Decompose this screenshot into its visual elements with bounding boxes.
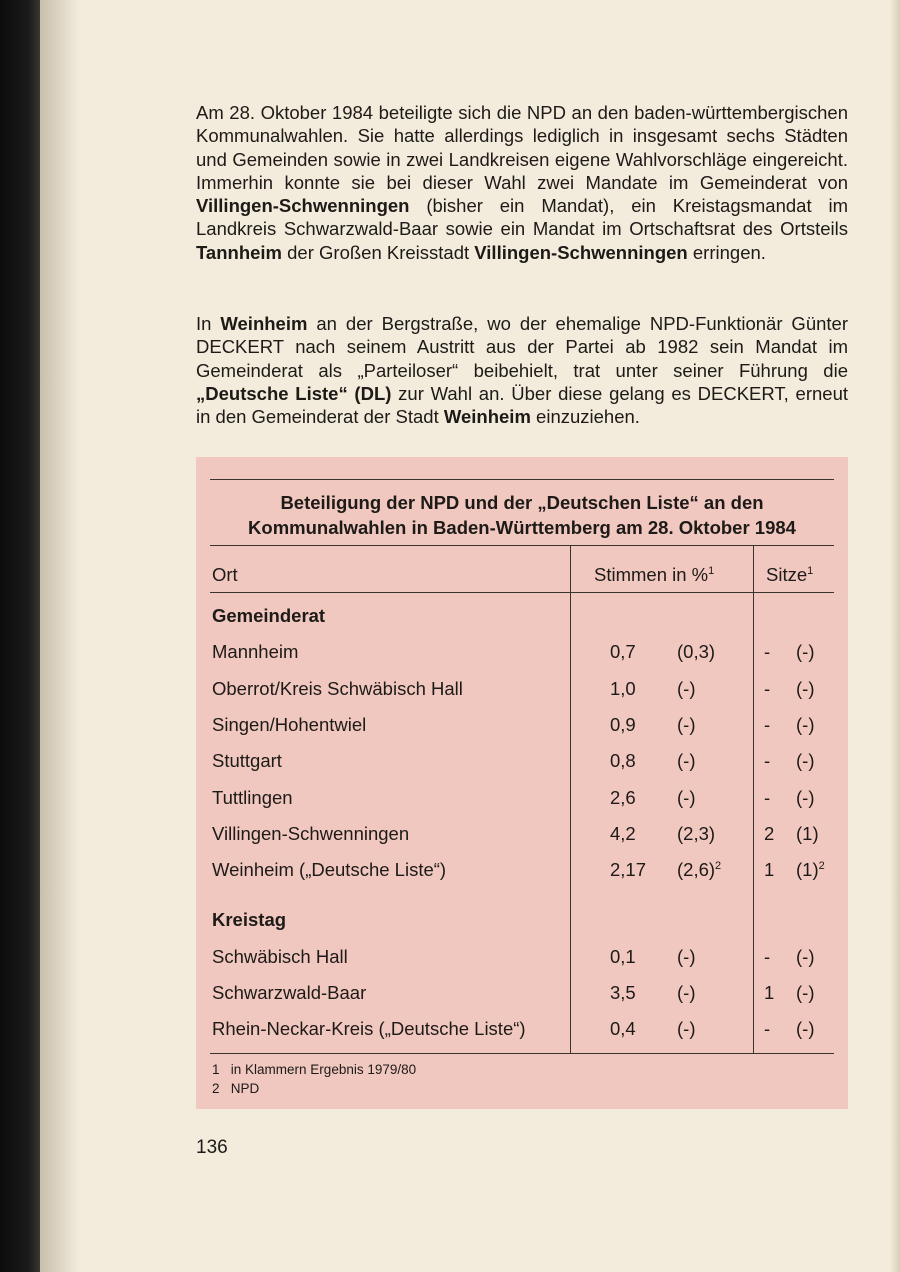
cell-sitze-prev xyxy=(796,750,814,772)
cell-stimmen-pct: 0,1 xyxy=(610,945,636,967)
p2-text-2: zur Wahl an. Über diese gelang es DECKERT, erneut in den Gemeinderat der Stadt xyxy=(196,382,848,428)
cell-sitze: - xyxy=(764,713,771,735)
cell-sitze-prev xyxy=(796,714,814,736)
table-title-line-1: Beteiligung der NPD und der „Deutschen Liste“ an den xyxy=(280,492,764,513)
cell-sitze: 2 xyxy=(764,822,775,844)
p1-text-3: der Großen Kreisstadt xyxy=(282,241,475,263)
cell-stimmen-pct: 0,7 xyxy=(610,641,636,663)
cell-sitze-prev xyxy=(796,982,814,1004)
cell-stimmen-prev xyxy=(677,859,721,881)
cell-stimmen-prev xyxy=(677,678,695,700)
cell-sitze: 1 xyxy=(764,859,775,881)
p1-bold-villingen-1: Villingen-Schwenningen xyxy=(196,195,410,217)
cell-ort: Oberrot/Kreis Schwäbisch Hall xyxy=(212,677,463,699)
cell-sitze: - xyxy=(764,945,771,967)
cell-stimmen-prev-value: (-) xyxy=(677,945,696,967)
cell-stimmen-prev-value: (2,6) xyxy=(677,859,716,881)
cell-ort: Weinheim („Deutsche Liste“) xyxy=(212,859,447,881)
cell-sitze-prev-value: (-) xyxy=(796,750,815,772)
cell-sitze: - xyxy=(764,641,771,663)
header-stimmen-footnote: 1 xyxy=(708,564,715,577)
footnote-2-text: NPD xyxy=(230,1081,260,1096)
table-header-top-rule xyxy=(210,545,834,546)
cell-stimmen-pct: 0,4 xyxy=(610,1018,636,1040)
section-heading: Gemeinderat xyxy=(212,605,326,626)
cell-sitze: - xyxy=(764,677,771,699)
cell-sitze-prev-footnote: 2 xyxy=(818,859,825,872)
cell-ort: Tuttlingen xyxy=(212,786,293,808)
cell-stimmen-prev-value: (-) xyxy=(677,982,696,1003)
table-bottom-rule xyxy=(210,1053,834,1054)
cell-stimmen-pct: 1,0 xyxy=(610,677,636,699)
paragraph-2 xyxy=(196,312,848,428)
page-number: 136 xyxy=(196,1137,228,1158)
cell-stimmen-prev xyxy=(677,1018,695,1040)
page-edge xyxy=(890,0,900,1272)
table-row xyxy=(196,823,848,859)
cell-stimmen-prev-footnote: 2 xyxy=(715,859,722,872)
cell-stimmen-prev xyxy=(677,641,715,663)
cell-stimmen-pct: 2,6 xyxy=(610,786,636,808)
cell-stimmen-pct: 3,5 xyxy=(610,982,636,1003)
section-heading-row xyxy=(196,909,848,945)
cell-sitze-prev-value: (-) xyxy=(796,713,815,735)
p1-text-1: Am 28. Oktober 1984 beteiligte sich die NPD an den baden-württembergischen Kommunalwahlen. Sie hatte allerdings lediglich in insgesamt sechs Städten und Gemeinden sowie in zwei Landkreisen eigene Wahlvorschläge eingereicht. Immerhin konnte sie bei dieser Wahl zwei Mandate im Gemeinderat von xyxy=(196,102,848,193)
cell-stimmen-prev xyxy=(677,823,715,845)
section-heading-row xyxy=(196,605,848,641)
cell-sitze-prev xyxy=(796,641,814,663)
p1-bold-villingen-2: Villingen-Schwenningen xyxy=(474,241,688,263)
cell-stimmen-prev-value: (-) xyxy=(677,713,696,735)
table-row xyxy=(196,641,848,677)
cell-stimmen-prev xyxy=(677,750,695,772)
table-row xyxy=(196,946,848,982)
table-row xyxy=(196,750,848,786)
p2-text-1: an der Bergstraße, wo der ehemalige NPD-Funktionär Günter DECKERT nach seinem Austritt aus der Partei ab 1982 sein Mandat im Gemeinderat als „Parteiloser“ beibehielt, trat unter seiner Führung die xyxy=(196,313,848,381)
results-table xyxy=(196,457,848,1109)
table-row xyxy=(196,982,848,1018)
cell-stimmen-prev-value: (2,3) xyxy=(677,822,716,844)
cell-stimmen-pct: 0,9 xyxy=(610,713,636,735)
header-stimmen-label: Stimmen in % xyxy=(594,564,709,585)
table-title-line-2: Kommunalwahlen in Baden-Württemberg am 28. Oktober 1984 xyxy=(248,517,796,538)
cell-sitze: - xyxy=(764,786,771,808)
cell-sitze-prev xyxy=(796,946,814,968)
cell-ort: Singen/Hohentwiel xyxy=(212,713,367,735)
cell-stimmen-prev xyxy=(677,714,695,736)
cell-sitze-prev-value: (-) xyxy=(796,1018,815,1040)
p1-text-4: erringen. xyxy=(687,241,766,263)
header-sitze-footnote: 1 xyxy=(807,564,814,577)
cell-sitze: 1 xyxy=(764,982,775,1003)
cell-sitze-prev xyxy=(796,1018,814,1040)
cell-ort: Villingen-Schwenningen xyxy=(212,822,410,844)
cell-stimmen-prev xyxy=(677,982,695,1004)
cell-sitze-prev-value: (-) xyxy=(796,786,815,808)
cell-sitze-prev-value: (-) xyxy=(796,641,815,663)
cell-stimmen-prev-value: (-) xyxy=(677,1018,696,1040)
header-sitze xyxy=(766,564,813,586)
footnote-1-num: 1 xyxy=(212,1062,220,1077)
cell-sitze-prev xyxy=(796,787,814,809)
cell-sitze-prev-value: (-) xyxy=(796,982,815,1003)
book-binding-shadow xyxy=(0,0,40,1272)
section-heading: Kreistag xyxy=(212,909,287,931)
table-row xyxy=(196,678,848,714)
table-row xyxy=(196,859,848,895)
cell-sitze: - xyxy=(764,750,771,772)
paragraph-1 xyxy=(196,101,848,264)
cell-sitze-prev-value: (-) xyxy=(796,677,815,699)
table-header-bottom-rule xyxy=(210,592,834,593)
cell-ort: Schwäbisch Hall xyxy=(212,945,348,967)
cell-stimmen-pct: 4,2 xyxy=(610,822,636,844)
cell-stimmen-pct: 2,17 xyxy=(610,859,647,881)
cell-sitze-prev-value: (-) xyxy=(796,945,815,967)
footnote-1-text: in Klammern Ergebnis 1979/80 xyxy=(230,1062,417,1077)
table-top-rule xyxy=(210,479,834,480)
cell-ort: Schwarzwald-Baar xyxy=(212,982,367,1003)
cell-sitze-prev-value: (1) xyxy=(796,822,819,844)
footnote-2-num: 2 xyxy=(212,1081,220,1096)
cell-stimmen-prev-value: (-) xyxy=(677,786,696,808)
p2-text-3: einzuziehen. xyxy=(530,406,640,428)
cell-stimmen-prev-value: (-) xyxy=(677,677,696,699)
cell-sitze-prev xyxy=(796,859,825,881)
p2-bold-deutsche-liste: „Deutsche Liste“ (DL) xyxy=(196,382,392,404)
cell-sitze-prev-value: (1) xyxy=(796,859,819,881)
cell-ort: Mannheim xyxy=(212,641,299,663)
footnote-1 xyxy=(212,1062,416,1077)
page-gutter-shadow xyxy=(40,0,80,1272)
footnote-2 xyxy=(212,1081,259,1096)
table-row xyxy=(196,787,848,823)
header-ort: Ort xyxy=(212,564,238,585)
p2-bold-weinheim-1: Weinheim xyxy=(220,313,308,334)
table-row xyxy=(196,714,848,750)
p2-text-0: In xyxy=(196,313,221,334)
header-stimmen xyxy=(594,564,714,586)
cell-sitze-prev xyxy=(796,823,819,845)
cell-stimmen-pct: 0,8 xyxy=(610,750,636,772)
cell-stimmen-prev xyxy=(677,946,695,968)
cell-sitze: - xyxy=(764,1018,771,1040)
p1-bold-tannheim: Tannheim xyxy=(196,241,282,263)
cell-stimmen-prev xyxy=(677,787,695,809)
p2-bold-weinheim-2: Weinheim xyxy=(443,406,531,428)
cell-stimmen-prev-value: (-) xyxy=(677,750,696,772)
header-sitze-label: Sitze xyxy=(766,564,808,585)
cell-ort: Stuttgart xyxy=(212,750,282,772)
cell-stimmen-prev-value: (0,3) xyxy=(677,641,716,663)
cell-sitze-prev xyxy=(796,678,814,700)
p1-text-2: (bisher ein Mandat), ein Kreistagsmandat im Landkreis Schwarzwald-Baar sowie ein Mandat im Ortschaftsrat des Ortsteils xyxy=(196,195,848,240)
cell-ort: Rhein-Neckar-Kreis („Deutsche Liste“) xyxy=(212,1018,526,1040)
table-row xyxy=(196,1018,848,1054)
